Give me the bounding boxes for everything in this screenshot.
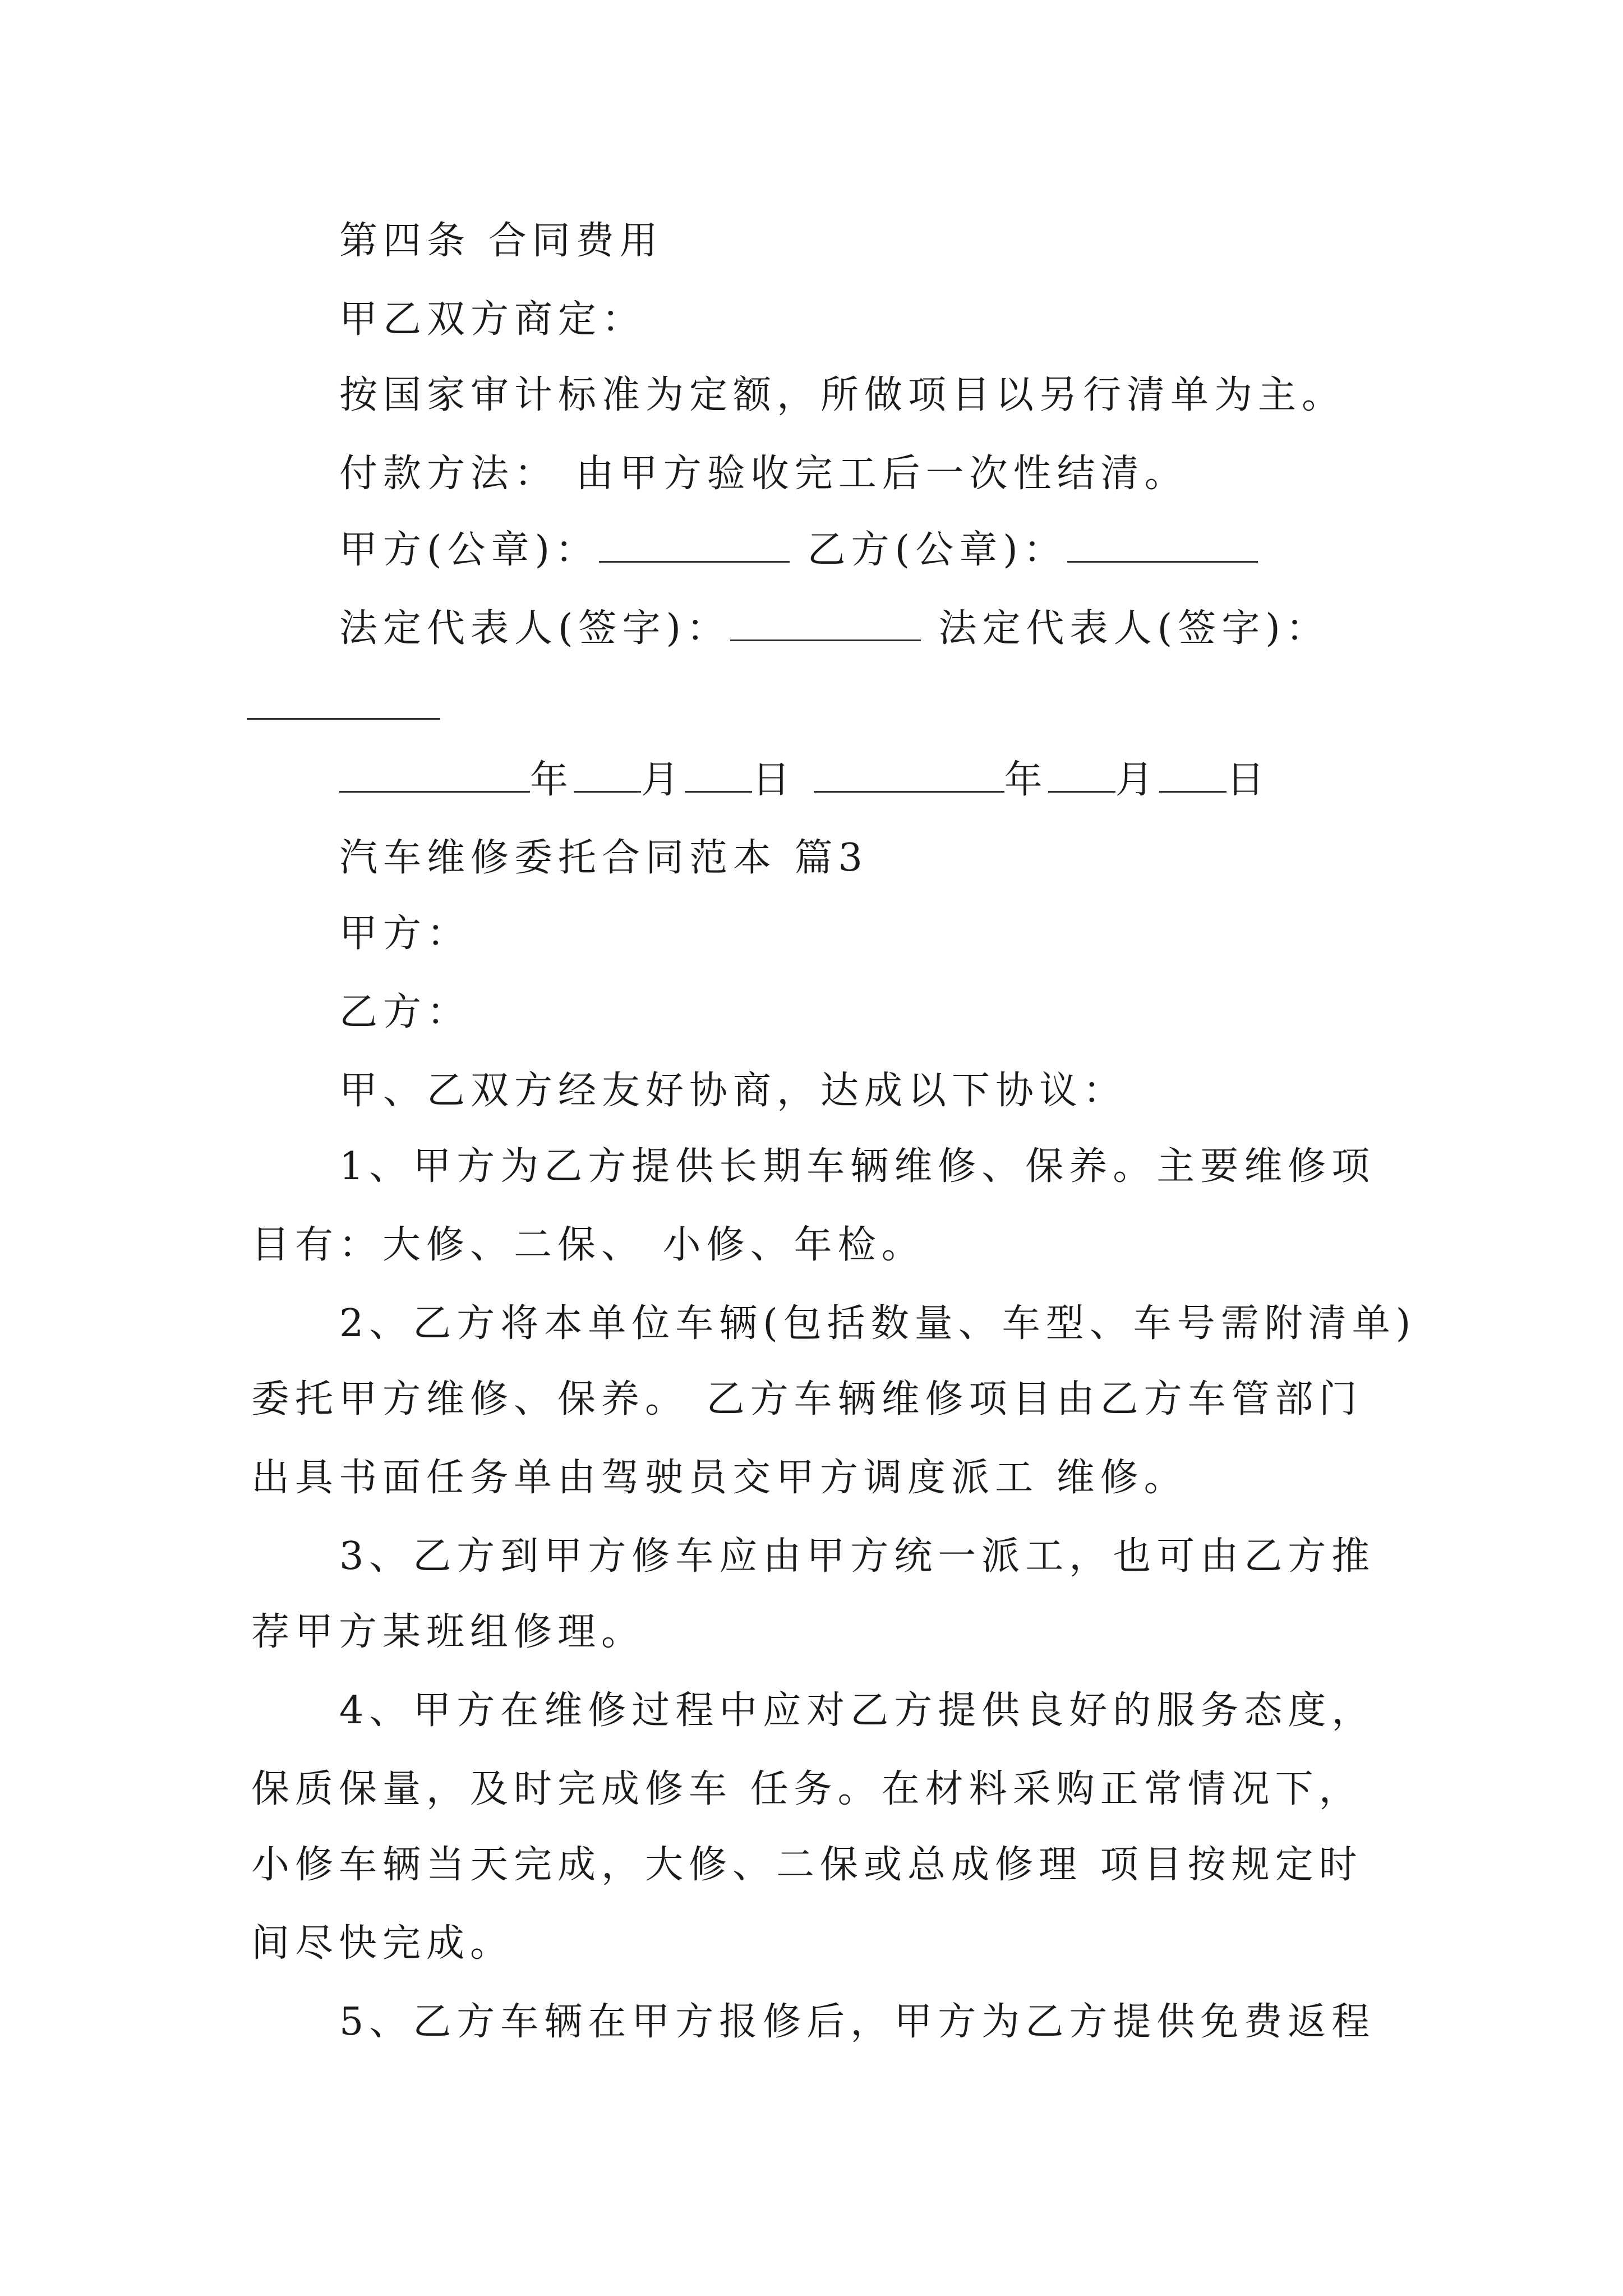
- article-heading: 第四条 合同费用: [339, 219, 663, 263]
- date-a-year-blank: [339, 752, 530, 793]
- party-b-seal-label: 乙方(公章)：: [790, 528, 1067, 572]
- quota-clause: 按国家审计标准为定额，所做项目以另行清单为主。: [339, 373, 1346, 417]
- clause-5-line-1: 5、乙方车辆在甲方报修后，甲方为乙方提供免费返程: [339, 2000, 1376, 2044]
- agreement-intro: 甲乙双方商定：: [339, 297, 646, 342]
- seal-line: [339, 522, 1258, 578]
- clause-3-line-1: 3、乙方到甲方修车应由甲方统一派工，也可由乙方推: [339, 1534, 1376, 1579]
- clause-3-line-2: 荐甲方某班组修理。: [251, 1610, 645, 1654]
- clause-4-line-1: 4、甲方在维修过程中应对乙方提供良好的服务态度，: [339, 1688, 1376, 1733]
- agreement-preamble: 甲、乙双方经友好协商，达成以下协议：: [339, 1069, 1127, 1113]
- date-b-month-blank: [1048, 752, 1115, 793]
- date-b-month-label: 月: [1115, 758, 1159, 802]
- party-a-representative-blank: [730, 600, 921, 641]
- party-a-representative-label: 法定代表人(签字)：: [339, 606, 731, 651]
- date-b-year-blank: [814, 752, 1004, 793]
- clause-2-line-3: 出具书面任务单由驾驶员交甲方调度派工 维修。: [251, 1456, 1188, 1500]
- clause-4-line-2: 保质保量，及时完成修车 任务。在材料采购正常情况下，: [251, 1767, 1363, 1811]
- date-a-month-label: 月: [641, 758, 685, 802]
- party-b-label: 乙方：: [339, 990, 471, 1034]
- date-b-day-label: 日: [1226, 758, 1270, 802]
- clause-4-line-3: 小修车辆当天完成，大修、二保或总成修理 项目按规定时: [251, 1843, 1363, 1887]
- party-b-seal-blank: [1067, 522, 1258, 563]
- date-line: [339, 752, 1270, 808]
- clause-1-line-1: 1、甲方为乙方提供长期车辆维修、保养。主要维修项: [339, 1144, 1376, 1189]
- section-title: 汽车维修委托合同范本 篇3: [339, 836, 868, 880]
- party-a-label: 甲方：: [339, 912, 471, 956]
- date-a-day-blank: [685, 752, 752, 793]
- payment-method: 付款方法： 由甲方验收完工后一次性结清。: [339, 452, 1188, 496]
- party-a-seal-blank: [599, 522, 790, 563]
- clause-1-line-2: 目有：大修、二保、 小修、年检。: [251, 1223, 925, 1267]
- date-b-year-label: 年: [1004, 758, 1048, 802]
- date-a-year-label: 年: [530, 758, 574, 802]
- clause-4-line-4: 间尽快完成。: [251, 1921, 514, 1966]
- date-a-month-blank: [574, 752, 641, 793]
- date-a-day-label: 日: [752, 758, 796, 802]
- clause-2-line-1: 2、乙方将本单位车辆(包括数量、车型、车号需附清单): [339, 1301, 1417, 1346]
- party-a-seal-label: 甲方(公章)：: [339, 528, 600, 572]
- party-b-representative-blank: [247, 712, 440, 720]
- clause-2-line-2: 委托甲方维修、保养。 乙方车辆维修项目由乙方车管部门: [251, 1377, 1363, 1421]
- date-b-day-blank: [1159, 752, 1227, 793]
- party-b-representative-label: 法定代表人(签字)：: [921, 606, 1330, 651]
- representative-line: [339, 600, 1330, 657]
